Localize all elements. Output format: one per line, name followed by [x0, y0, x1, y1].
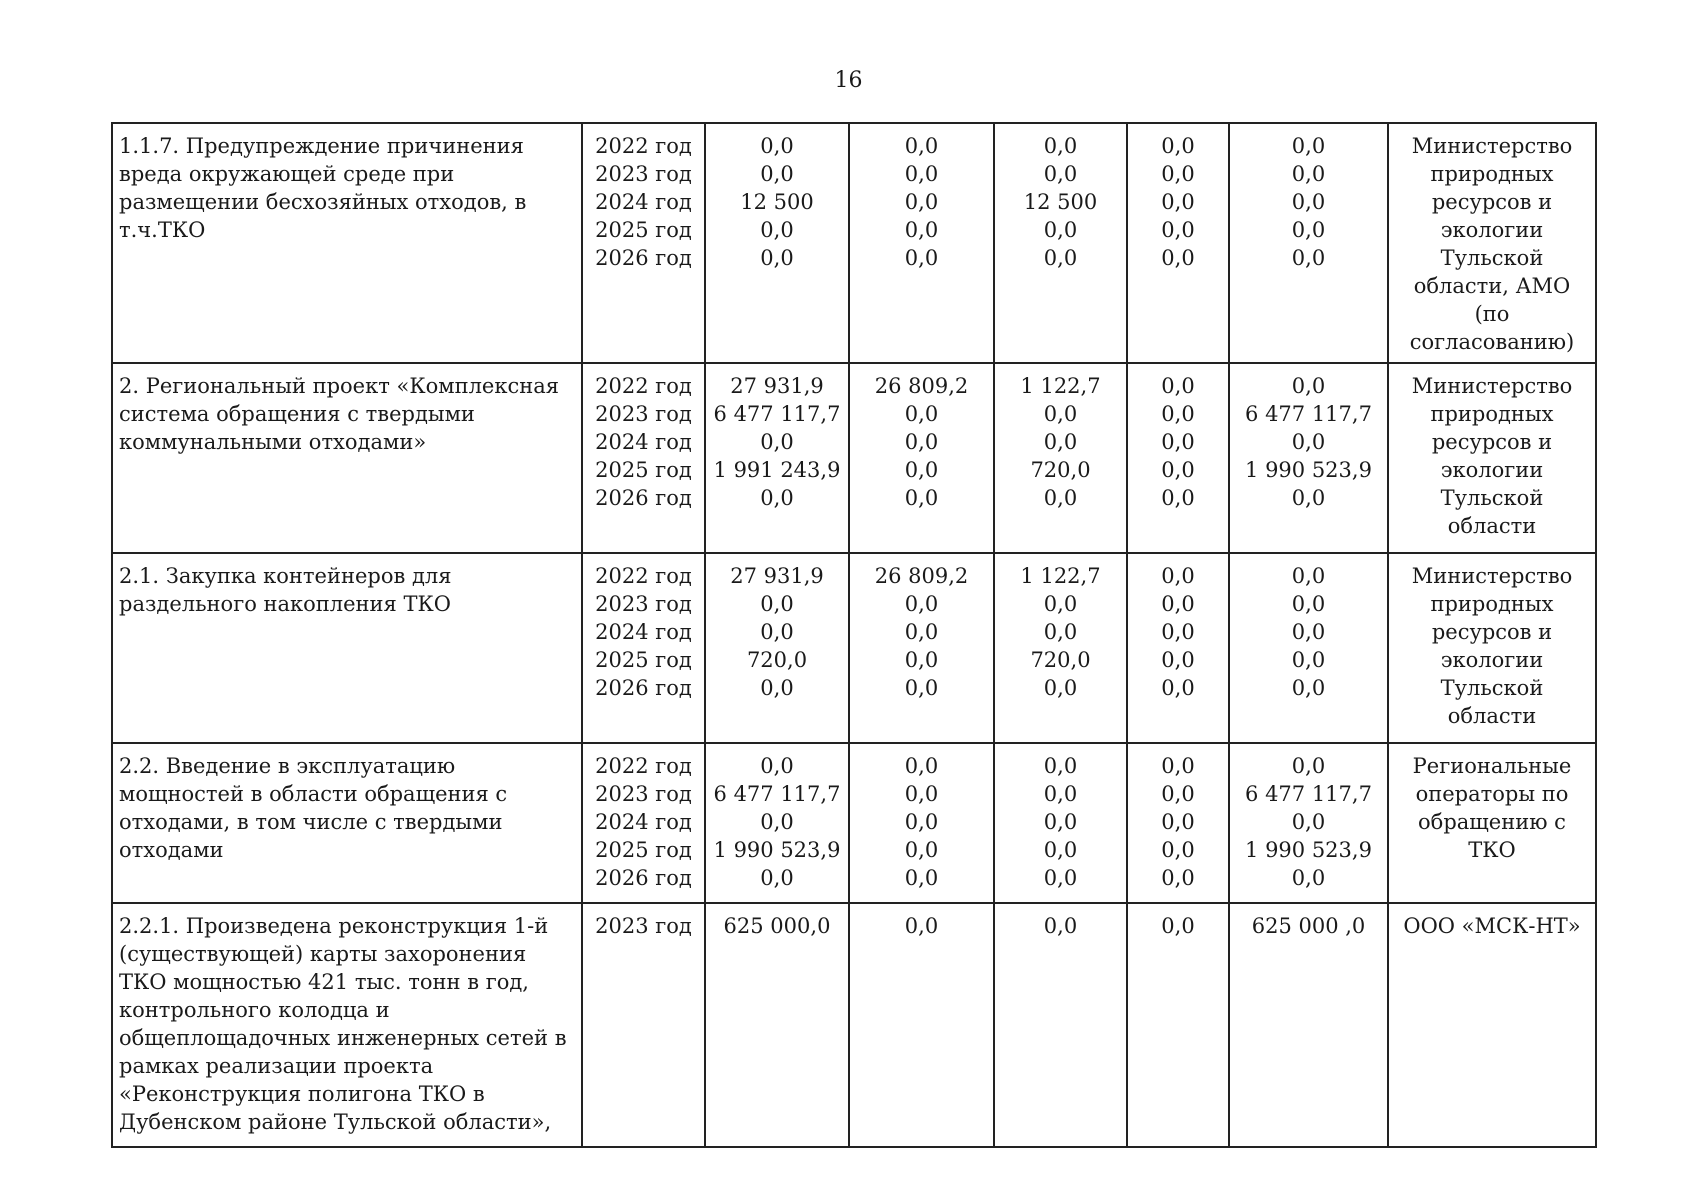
page-number: 16: [834, 68, 863, 93]
cell-value: 6 477 117,7: [713, 782, 841, 806]
cell-value: 625 000,0: [723, 914, 831, 938]
executor-text: Региональные операторы по обращению с ТКО: [1412, 754, 1572, 862]
cell-value: 2022 год: [595, 374, 692, 398]
cell-value: 2022 год: [595, 134, 692, 158]
cell-value: 0,0: [1291, 866, 1326, 890]
cell-value: 0,0: [904, 782, 939, 806]
cell-value: 0,0: [1161, 648, 1195, 672]
years-cell: [582, 363, 705, 553]
cell-value: 0,0: [1161, 246, 1195, 270]
cell-value: 0,0: [1161, 914, 1195, 938]
cell-value: 0,0: [760, 676, 794, 700]
cell-value: 0,0: [1291, 430, 1326, 454]
cell-value: 2023 год: [595, 914, 692, 938]
executor-cell: [1388, 553, 1596, 743]
cell-value: 0,0: [760, 754, 794, 778]
federal-budget-cell: [849, 363, 994, 553]
cell-value: 0,0: [1291, 810, 1326, 834]
cell-value: 0,0: [1291, 648, 1326, 672]
cell-value: 0,0: [1291, 486, 1326, 510]
cell-value: 0,0: [1043, 810, 1078, 834]
total-cell: [705, 123, 849, 363]
table-body: [112, 123, 1596, 1147]
cell-value: 1 122,7: [1020, 564, 1101, 588]
cell-value: 0,0: [1291, 620, 1326, 644]
cell-value: 2026 год: [595, 676, 692, 700]
cell-value: 0,0: [1161, 402, 1195, 426]
activity-name: 2.1. Закупка контейнеров для раздельного накопления ТКО: [119, 564, 452, 616]
cell-value: 0,0: [904, 486, 939, 510]
cell-value: 0,0: [1161, 754, 1195, 778]
cell-value: 0,0: [1043, 914, 1078, 938]
cell-value: 2022 год: [595, 564, 692, 588]
cell-value: 1 991 243,9: [713, 458, 841, 482]
cell-value: 0,0: [904, 648, 939, 672]
cell-value: 0,0: [1161, 430, 1195, 454]
cell-value: 0,0: [904, 430, 939, 454]
regional-budget-cell: [994, 123, 1127, 363]
cell-value: 0,0: [904, 458, 939, 482]
regional-budget-cell: [994, 363, 1127, 553]
activity-name: 2.2. Введение в эксплуатацию мощностей в области обращения с отходами, в том числе с твердыми отходами: [119, 754, 508, 862]
cell-value: 0,0: [1161, 782, 1195, 806]
cell-value: 26 809,2: [874, 564, 969, 588]
local-budget-cell: [1127, 743, 1229, 903]
cell-value: 0,0: [1161, 866, 1195, 890]
cell-value: 0,0: [1291, 564, 1326, 588]
cell-value: 0,0: [1291, 246, 1326, 270]
table-row: [112, 903, 1596, 1147]
extrabudget-cell: [1229, 363, 1388, 553]
cell-value: 0,0: [1043, 782, 1078, 806]
table-row: [112, 363, 1596, 553]
cell-value: 0,0: [904, 754, 939, 778]
activity-name-cell: [112, 553, 582, 743]
cell-value: 0,0: [1291, 190, 1326, 214]
cell-value: 2026 год: [595, 486, 692, 510]
cell-value: 0,0: [1161, 190, 1195, 214]
cell-value: 0,0: [1043, 838, 1078, 862]
extrabudget-cell: [1229, 123, 1388, 363]
cell-value: 0,0: [904, 134, 939, 158]
cell-value: 2023 год: [595, 782, 692, 806]
cell-value: 0,0: [904, 866, 939, 890]
cell-value: 0,0: [904, 592, 939, 616]
cell-value: 0,0: [1291, 374, 1326, 398]
cell-value: 0,0: [1161, 838, 1195, 862]
cell-value: 2025 год: [595, 838, 692, 862]
executor-text: Министерство природных ресурсов и экологии Тульской области: [1411, 564, 1573, 728]
cell-value: 0,0: [760, 218, 794, 242]
cell-value: 0,0: [904, 162, 939, 186]
cell-value: 2025 год: [595, 648, 692, 672]
total-cell: [705, 903, 849, 1147]
cell-value: 0,0: [760, 134, 794, 158]
executor-text: Министерство природных ресурсов и экологии Тульской области, АМО (по согласованию): [1409, 134, 1575, 354]
cell-value: 720,0: [1030, 648, 1091, 672]
cell-value: 2026 год: [595, 246, 692, 270]
cell-value: 0,0: [1043, 246, 1078, 270]
total-cell: [705, 743, 849, 903]
cell-value: 2022 год: [595, 754, 692, 778]
extrabudget-cell: [1229, 743, 1388, 903]
activity-name-cell: [112, 903, 582, 1147]
activity-name-cell: [112, 123, 582, 363]
cell-value: 720,0: [1030, 458, 1091, 482]
cell-value: 2024 год: [595, 620, 692, 644]
cell-value: 720,0: [746, 648, 808, 672]
regional-budget-cell: [994, 743, 1127, 903]
cell-value: 0,0: [760, 486, 794, 510]
activity-name-cell: [112, 743, 582, 903]
cell-value: 0,0: [904, 676, 939, 700]
cell-value: 0,0: [1291, 218, 1326, 242]
cell-value: 6 477 117,7: [1245, 782, 1372, 806]
cell-value: 0,0: [760, 810, 794, 834]
cell-value: 1 122,7: [1020, 374, 1101, 398]
cell-value: 0,0: [904, 218, 939, 242]
cell-value: 0,0: [760, 620, 794, 644]
regional-budget-cell: [994, 553, 1127, 743]
cell-value: 0,0: [1161, 134, 1195, 158]
years-cell: [582, 903, 705, 1147]
cell-value: 26 809,2: [874, 374, 969, 398]
total-cell: [705, 363, 849, 553]
cell-value: 0,0: [1043, 134, 1078, 158]
cell-value: 0,0: [760, 246, 794, 270]
total-cell: [705, 553, 849, 743]
years-cell: [582, 553, 705, 743]
cell-value: 0,0: [904, 620, 939, 644]
federal-budget-cell: [849, 903, 994, 1147]
executor-cell: [1388, 123, 1596, 363]
cell-value: 12 500: [1023, 190, 1098, 214]
cell-value: 2026 год: [595, 866, 692, 890]
cell-value: 0,0: [904, 838, 939, 862]
cell-value: 0,0: [1291, 134, 1326, 158]
cell-value: 0,0: [760, 162, 794, 186]
cell-value: 0,0: [1043, 430, 1078, 454]
executor-text: ООО «МСК-НТ»: [1403, 914, 1581, 938]
cell-value: 2025 год: [595, 218, 692, 242]
cell-value: 12 500: [740, 190, 814, 214]
cell-value: 0,0: [1043, 486, 1078, 510]
federal-budget-cell: [849, 123, 994, 363]
federal-budget-cell: [849, 743, 994, 903]
cell-value: 2023 год: [595, 402, 692, 426]
extrabudget-cell: [1229, 553, 1388, 743]
cell-value: 0,0: [1161, 486, 1195, 510]
years-cell: [582, 743, 705, 903]
cell-value: 0,0: [760, 866, 794, 890]
cell-value: 1 990 523,9: [1245, 458, 1372, 482]
program-table: [111, 122, 1597, 1148]
cell-value: 0,0: [1161, 620, 1195, 644]
cell-value: 625 000 ,0: [1251, 914, 1366, 938]
cell-value: 1 990 523,9: [1245, 838, 1372, 862]
cell-value: 0,0: [1291, 592, 1326, 616]
cell-value: 0,0: [904, 810, 939, 834]
cell-value: 6 477 117,7: [713, 402, 841, 426]
cell-value: 2025 год: [595, 458, 692, 482]
federal-budget-cell: [849, 553, 994, 743]
cell-value: 0,0: [1043, 162, 1078, 186]
cell-value: 0,0: [1161, 162, 1195, 186]
executor-cell: [1388, 363, 1596, 553]
executor-text: Министерство природных ресурсов и экологии Тульской области: [1411, 374, 1573, 538]
cell-value: 0,0: [1043, 592, 1078, 616]
local-budget-cell: [1127, 903, 1229, 1147]
table-row: [112, 553, 1596, 743]
activity-name-cell: [112, 363, 582, 553]
executor-cell: [1388, 743, 1596, 903]
cell-value: 0,0: [904, 914, 939, 938]
local-budget-cell: [1127, 123, 1229, 363]
cell-value: 0,0: [1291, 676, 1326, 700]
cell-value: 0,0: [904, 190, 939, 214]
local-budget-cell: [1127, 363, 1229, 553]
cell-value: 27 931,9: [730, 564, 824, 588]
cell-value: 27 931,9: [730, 374, 824, 398]
cell-value: 0,0: [1043, 676, 1078, 700]
cell-value: 6 477 117,7: [1245, 402, 1372, 426]
extrabudget-cell: [1229, 903, 1388, 1147]
table-row: [112, 123, 1596, 363]
cell-value: 0,0: [1161, 218, 1195, 242]
cell-value: 0,0: [1161, 564, 1195, 588]
cell-value: 0,0: [1161, 810, 1195, 834]
cell-value: 0,0: [760, 430, 794, 454]
cell-value: 0,0: [1291, 754, 1326, 778]
activity-name: 1.1.7. Предупреждение причинения вреда окружающей среде при размещении бесхозяйных отходов, в т.ч.ТКО: [119, 134, 527, 242]
local-budget-cell: [1127, 553, 1229, 743]
cell-value: 2023 год: [595, 162, 692, 186]
regional-budget-cell: [994, 903, 1127, 1147]
cell-value: 2024 год: [595, 810, 692, 834]
cell-value: 0,0: [904, 402, 939, 426]
activity-name: 2.2.1. Произведена реконструкция 1-й (существующей) карты захоронения ТКО мощностью 421 тыс. тонн в год, контрольного колодца и общеплощадочных инженерных сетей в рамках реализации проекта «Реконструкция полигона ТКО в Дубенском районе Тульской области»,: [119, 914, 567, 1134]
cell-value: 0,0: [1043, 620, 1078, 644]
cell-value: 0,0: [1043, 754, 1078, 778]
activity-name: 2. Региональный проект «Комплексная система обращения с твердыми коммунальными отходами»: [119, 374, 560, 454]
cell-value: 0,0: [904, 246, 939, 270]
table-row: [112, 743, 1596, 903]
executor-cell: [1388, 903, 1596, 1147]
cell-value: 0,0: [1161, 374, 1195, 398]
years-cell: [582, 123, 705, 363]
cell-value: 1 990 523,9: [713, 838, 841, 862]
cell-value: 0,0: [760, 592, 794, 616]
cell-value: 0,0: [1161, 676, 1195, 700]
cell-value: 0,0: [1161, 592, 1195, 616]
cell-value: 0,0: [1043, 866, 1078, 890]
cell-value: 0,0: [1043, 402, 1078, 426]
cell-value: 0,0: [1161, 458, 1195, 482]
cell-value: 2023 год: [595, 592, 692, 616]
cell-value: 0,0: [1043, 218, 1078, 242]
cell-value: 2024 год: [595, 190, 692, 214]
cell-value: 0,0: [1291, 162, 1326, 186]
cell-value: 2024 год: [595, 430, 692, 454]
